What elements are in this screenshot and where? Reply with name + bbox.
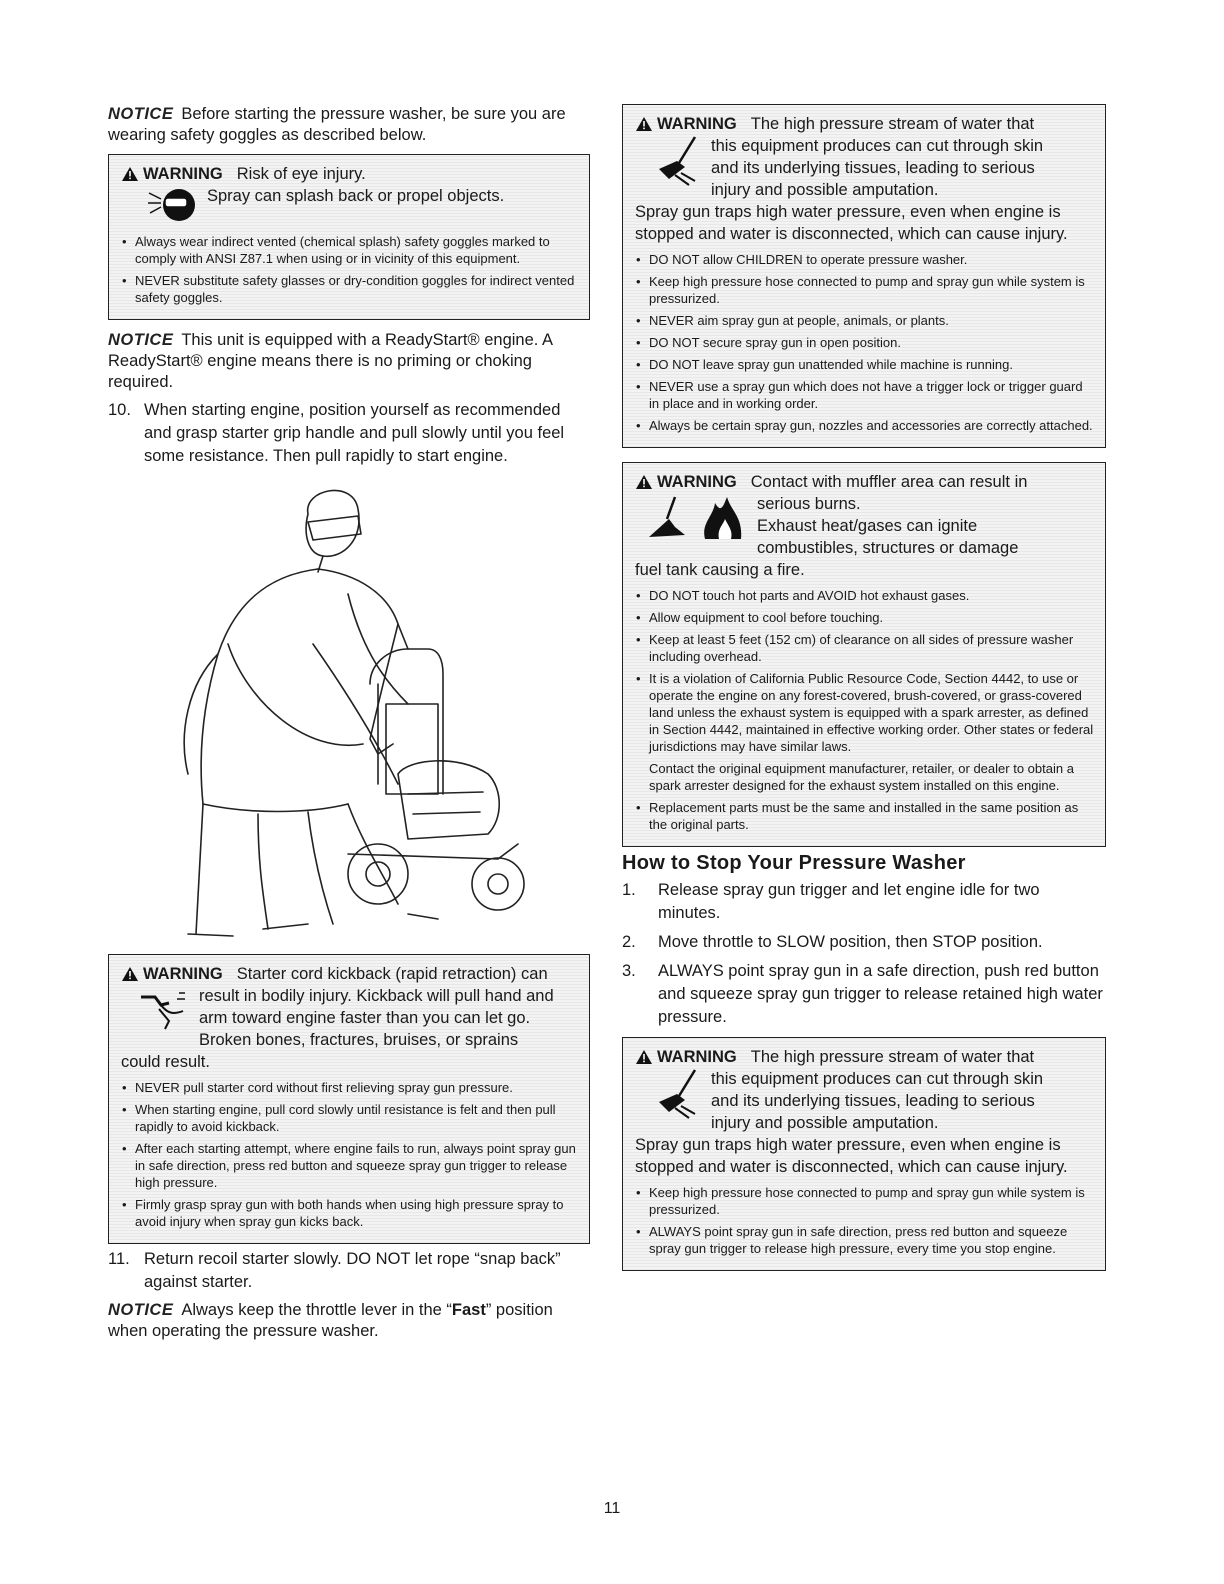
operator-starting-engine-illustration [108,474,590,944]
notice-tag: NOTICE [108,331,174,349]
list-item: • After each starting attempt, where engine fails to run, always point spray gun in safe direction, press red button and squeeze spray gun trigger to release high pressure. [121,1140,579,1191]
warning-label: WARNING [635,113,737,135]
step-10: 10. When starting engine, position yourself as recommended and grasp starter grip handle and pull slowly until you feel some resistance. Then pull rapidly to start engine. [108,401,565,465]
warning-muffler [622,462,1106,847]
stop-step-2: 2. Move throttle to SLOW position, then STOP position. [622,933,1043,951]
list-item: • NEVER pull starter cord without first relieving spray gun pressure. [121,1079,579,1096]
warning-triangle-icon [121,166,139,182]
pressure-washer-illustration [108,474,590,944]
list-item: • Firmly grasp spray gun with both hands when using high pressure spray to avoid injury when spray gun kicks back. [121,1196,579,1230]
stop-step-1: 1. Release spray gun trigger and let engine idle for two minutes. [622,881,1040,922]
warning-detail: result in bodily injury. Kickback will pull hand and arm toward engine faster than you can let go. Broken bones, fractures, bruises, or sprains [199,987,554,1049]
warning-continuation: Spray gun traps high water pressure, even when engine is stopped and water is disconnected, which can cause injury. [635,203,1068,243]
warning-bullets [121,233,579,306]
warning-bullets [121,1079,579,1230]
list-item: • ALWAYS point spray gun in safe direction, press red button and squeeze spray gun trigger to release high pressure, every time you stop engine. [635,1223,1095,1257]
notice-text: Before starting the pressure washer, be sure you are wearing safety goggles as described below. [108,105,566,144]
goggles-splash-icon [147,185,197,227]
warning-headline: Risk of eye injury. [236,165,366,183]
warning-triangle-icon [635,474,653,490]
warning-continuation: could result. [121,1053,210,1071]
list-item: • NEVER aim spray gun at people, animals, or plants. [635,312,1095,329]
warning-detail: Spray can splash back or propel objects. [207,187,505,205]
warning-label: WARNING [121,963,223,985]
list-item: • Always be certain spray gun, nozzles and accessories are correctly attached. [635,417,1095,434]
fire-icon [699,493,747,543]
warning-triangle-icon [635,116,653,132]
warning-detail: this equipment produces can cut through skin and its underlying tissues, leading to serious injury and possible amputation. [711,137,1044,199]
warning-detail: serious burns. Exhaust heat/gases can ignite combustibles, structures or damage [757,495,1019,557]
warning-label: WARNING [635,1046,737,1068]
notice-tag: NOTICE [108,1301,174,1319]
warning-high-pressure-stream-2 [622,1037,1106,1271]
warning-bullets [635,587,1095,755]
list-item: • Replacement parts must be the same and installed in the same position as the original parts. [635,799,1095,833]
right-column [622,104,1106,1271]
warning-continuation: fuel tank causing a fire. [635,561,805,579]
spark-arrester-note: Contact the original equipment manufacturer, retailer, or dealer to obtain a spark arrester designed for the exhaust system installed on this engine. [649,761,1074,793]
list-item: • DO NOT secure spray gun in open position. [635,334,1095,351]
notice-readystart [108,330,590,393]
notice-text: This unit is equipped with a ReadyStart® engine. A ReadyStart® engine means there is no priming or choking required. [108,331,553,391]
list-item: • DO NOT allow CHILDREN to operate pressure washer. [635,251,1095,268]
notice-throttle: NOTICE Always keep the throttle lever in the “Fast” position when operating the pressure washer. [108,1301,553,1340]
notice-tag: NOTICE [108,105,174,123]
list-item: • NEVER use a spray gun which does not have a trigger lock or trigger guard in place and in working order. [635,378,1095,412]
warning-continuation: Spray gun traps high water pressure, even when engine is stopped and water is disconnected, which can cause injury. [635,1136,1068,1176]
list-item: • Keep high pressure hose connected to pump and spray gun while system is pressurized. [635,1184,1095,1218]
warning-kickback [108,954,590,1244]
warning-label: WARNING [121,163,223,185]
step-11: 11. Return recoil starter slowly. DO NOT let rope “snap back” against starter. [108,1250,561,1291]
hot-surface-icon [645,493,689,543]
notice-goggles [108,104,590,146]
warning-headline: Contact with muffler area can result in [750,473,1028,491]
warning-bullets [635,251,1095,434]
warning-high-pressure-stream [622,104,1106,448]
warning-bullets [635,1184,1095,1257]
list-item: • Allow equipment to cool before touching. [635,609,1095,626]
page-number: 11 [603,1500,621,1517]
list-item: • NEVER substitute safety glasses or dry-condition goggles for indirect vented safety goggles. [121,272,579,306]
cord-kickback-icon [139,985,189,1045]
warning-triangle-icon [121,966,139,982]
list-item: • When starting engine, pull cord slowly until resistance is felt and then pull rapidly to avoid kickback. [121,1101,579,1135]
left-column [108,104,590,1342]
spray-injury-icon [655,1068,701,1120]
warning-eye-injury [108,154,590,320]
list-item: • DO NOT touch hot parts and AVOID hot exhaust gases. [635,587,1095,604]
list-item: • Keep high pressure hose connected to pump and spray gun while system is pressurized. [635,273,1095,307]
warning-headline: The high pressure stream of water that [750,1048,1035,1066]
stop-step-3: 3. ALWAYS point spray gun in a safe direction, push red button and squeeze spray gun trigger to release retained high water pressure. [622,962,1103,1026]
list-item: • DO NOT leave spray gun unattended while machine is running. [635,356,1095,373]
list-item: • Keep at least 5 feet (152 cm) of clearance on all sides of pressure washer including overhead. [635,631,1095,665]
warning-headline: The high pressure stream of water that [750,115,1035,133]
warning-label: WARNING [635,471,737,493]
warning-headline: Starter cord kickback (rapid retraction) can [236,965,548,983]
warning-bullets [635,799,1095,833]
warning-triangle-icon [635,1049,653,1065]
warning-detail: this equipment produces can cut through skin and its underlying tissues, leading to serious injury and possible amputation. [711,1070,1044,1132]
list-item: • It is a violation of California Public Resource Code, Section 4442, to use or operate the engine on any forest-covered, brush-covered, or grass-covered land unless the exhaust system is equipped with a spark arrester, as defined in Section 4442, maintained in effective working order. Other states or federal jurisdictions may have similar laws. [635,670,1095,755]
spray-injury-icon [655,135,701,187]
section-heading-stop: How to Stop Your Pressure Washer [622,852,966,874]
list-item: • Always wear indirect vented (chemical splash) safety goggles marked to comply with ANSI Z87.1 when using or in vicinity of this equipment. [121,233,579,267]
throttle-fast-label: Fast [451,1301,486,1319]
